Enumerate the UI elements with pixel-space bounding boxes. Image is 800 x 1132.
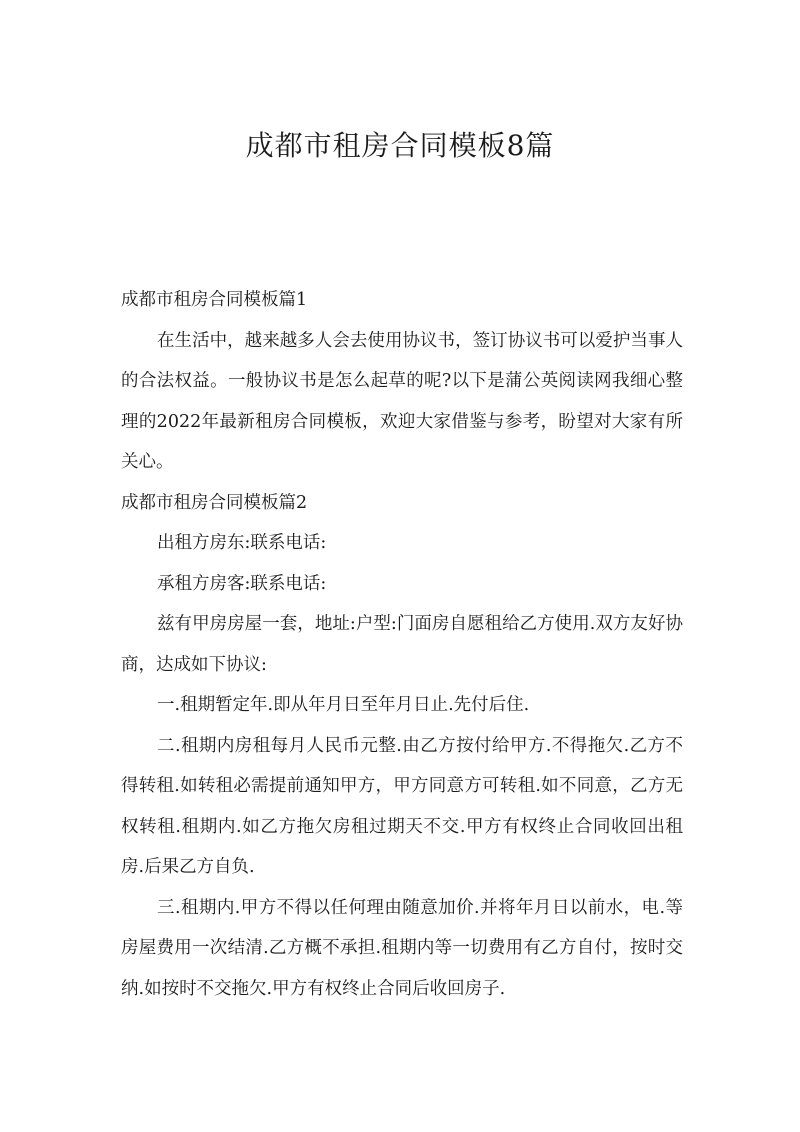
paragraph: 承租方房客:联系电话:	[157, 573, 327, 594]
paragraph: 二.租期内房租每月人民币元整.由乙方按付给甲方.不得拖欠.乙方不得转租.如转租必需提前通知甲方，甲方同意方可转租.如不同意，乙方无权转租.租期内.如乙方拖欠房租过期天不交.甲方有权终止合同收回出租房.后果乙方自负.	[121, 735, 683, 877]
paragraph: 出租方房东:联系电话:	[157, 533, 327, 553]
section-heading-1: 成都市租房合同模板篇1	[121, 290, 308, 310]
paragraph: 一.租期暂定年.即从年月日至年月日止.先付后住.	[157, 695, 530, 715]
document-title: 成都市租房合同模板8篇	[245, 129, 555, 162]
document-body	[121, 280, 683, 1009]
paragraph: 兹有甲房房屋一套，地址:户型:门面房自愿租给乙方使用.双方友好协商，达成如下协议:	[121, 614, 683, 675]
paragraph: 在生活中，越来越多人会去使用协议书，签订协议书可以爱护当事人的合法权益。一般协议书是怎么起草的呢?以下是蒲公英阅读网我细心整理的2022年最新租房合同模板，欢迎大家借鉴与参考，盼望对大家有所关心。	[121, 330, 683, 472]
paragraph: 三.租期内.甲方不得以任何理由随意加价.并将年月日以前水，电.等房屋费用一次结清.乙方概不承担.租期内等一切费用有乙方自付，按时交纳.如按时不交拖欠.甲方有权终止合同后收回房子.	[121, 897, 683, 999]
section-heading-2: 成都市租房合同模板篇2	[121, 492, 308, 513]
